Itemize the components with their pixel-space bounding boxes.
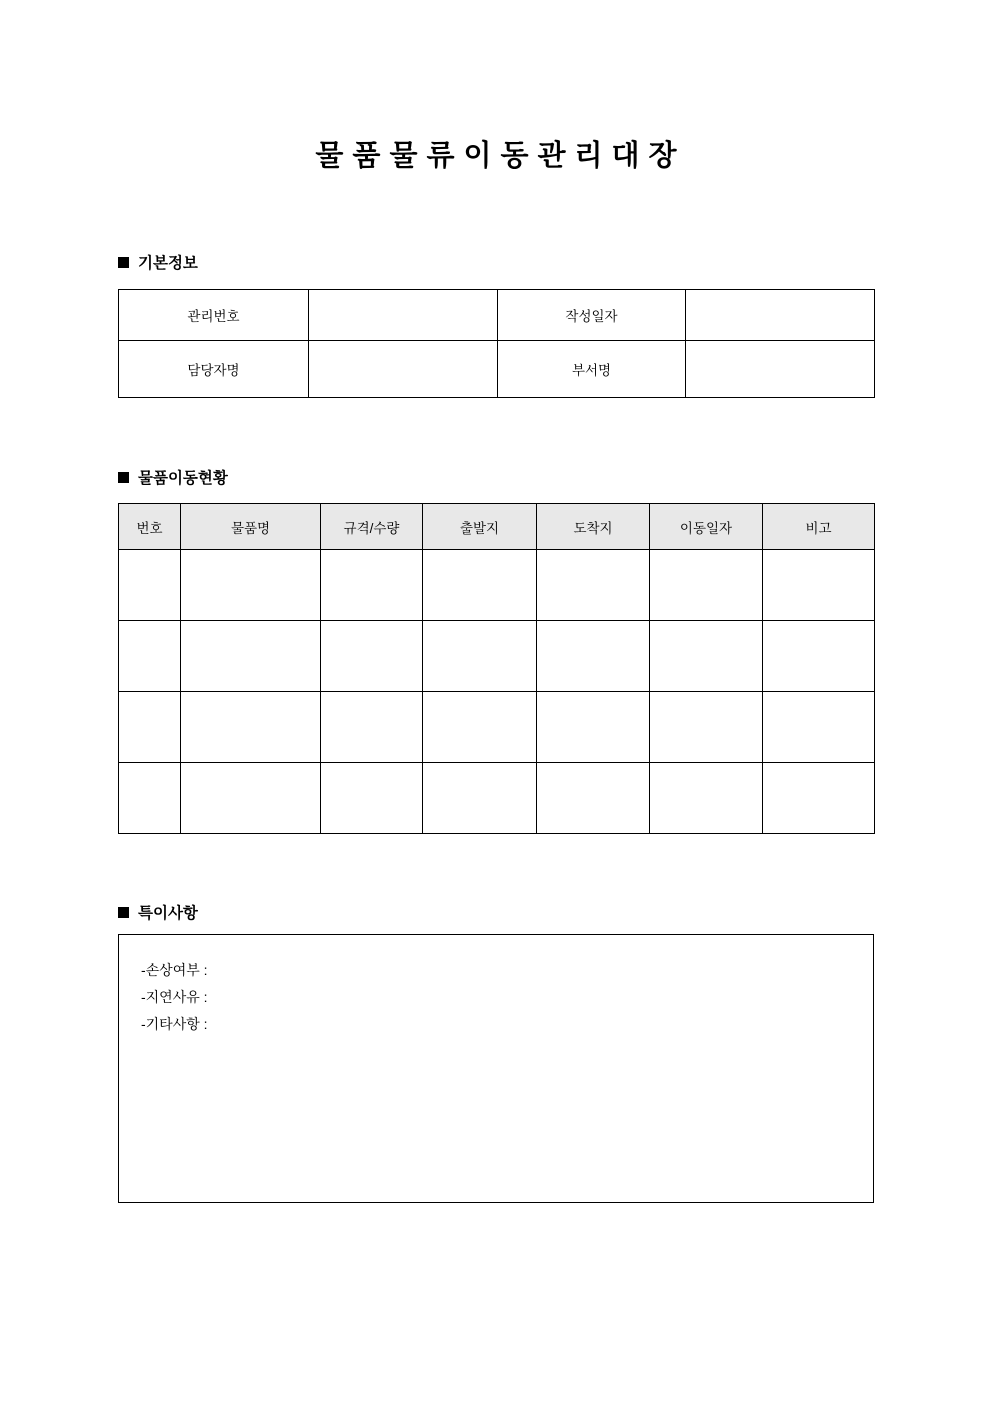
- column-header-origin: 출발지: [423, 504, 537, 550]
- column-header-note: 비고: [763, 504, 875, 550]
- table-row: [119, 341, 875, 398]
- cell-move-date[interactable]: [650, 550, 763, 621]
- section-title-basic-info: 기본정보: [138, 255, 198, 272]
- page-title: 물품물류이동관리대장: [315, 140, 686, 172]
- table-row: [119, 763, 875, 834]
- remarks-line-delay-reason: -지연사유 :: [141, 989, 208, 1005]
- cell-move-date[interactable]: [650, 692, 763, 763]
- column-header-spec-quantity: 규격/수량: [321, 504, 423, 550]
- cell-destination[interactable]: [537, 692, 650, 763]
- cell-no[interactable]: [119, 621, 181, 692]
- section-header-basic-info: [118, 251, 198, 273]
- section-header-remarks: [118, 901, 198, 923]
- movement-status-table: [118, 503, 875, 834]
- cell-note[interactable]: [763, 621, 875, 692]
- cell-no[interactable]: [119, 692, 181, 763]
- table-row: [119, 692, 875, 763]
- label-creation-date: 작성일자: [498, 290, 686, 341]
- section-title-movement-status: 물품이동현황: [138, 470, 228, 487]
- label-person-in-charge: 담당자명: [119, 341, 309, 398]
- cell-destination[interactable]: [537, 763, 650, 834]
- cell-item-name[interactable]: [181, 550, 321, 621]
- cell-item-name[interactable]: [181, 692, 321, 763]
- field-management-number[interactable]: [309, 290, 498, 341]
- cell-item-name[interactable]: [181, 621, 321, 692]
- table-row: [119, 290, 875, 341]
- cell-destination[interactable]: [537, 550, 650, 621]
- cell-spec-quantity[interactable]: [321, 621, 423, 692]
- table-row: [119, 621, 875, 692]
- column-header-no: 번호: [119, 504, 181, 550]
- black-square-icon: [118, 907, 129, 918]
- cell-note[interactable]: [763, 550, 875, 621]
- cell-no[interactable]: [119, 763, 181, 834]
- cell-origin[interactable]: [423, 692, 537, 763]
- column-header-destination: 도착지: [537, 504, 650, 550]
- basic-info-table: [118, 289, 875, 398]
- section-header-movement-status: [118, 466, 228, 488]
- cell-note[interactable]: [763, 763, 875, 834]
- field-department-name[interactable]: [686, 341, 875, 398]
- remarks-textarea[interactable]: [118, 934, 874, 1203]
- cell-spec-quantity[interactable]: [321, 550, 423, 621]
- black-square-icon: [118, 257, 129, 268]
- cell-item-name[interactable]: [181, 763, 321, 834]
- cell-origin[interactable]: [423, 550, 537, 621]
- field-person-in-charge[interactable]: [309, 341, 498, 398]
- label-department-name: 부서명: [498, 341, 686, 398]
- cell-note[interactable]: [763, 692, 875, 763]
- column-header-move-date: 이동일자: [650, 504, 763, 550]
- table-row: [119, 550, 875, 621]
- cell-move-date[interactable]: [650, 621, 763, 692]
- cell-origin[interactable]: [423, 763, 537, 834]
- black-square-icon: [118, 472, 129, 483]
- section-title-remarks: 특이사항: [138, 905, 198, 922]
- cell-origin[interactable]: [423, 621, 537, 692]
- field-creation-date[interactable]: [686, 290, 875, 341]
- label-management-number: 관리번호: [119, 290, 309, 341]
- cell-move-date[interactable]: [650, 763, 763, 834]
- cell-no[interactable]: [119, 550, 181, 621]
- cell-destination[interactable]: [537, 621, 650, 692]
- remarks-line-other: -기타사항 :: [141, 1016, 208, 1032]
- cell-spec-quantity[interactable]: [321, 692, 423, 763]
- table-header-row: [119, 504, 875, 550]
- remarks-line-damage: -손상여부 :: [141, 962, 208, 978]
- cell-spec-quantity[interactable]: [321, 763, 423, 834]
- remarks-content: [119, 935, 873, 1038]
- column-header-item-name: 물품명: [181, 504, 321, 550]
